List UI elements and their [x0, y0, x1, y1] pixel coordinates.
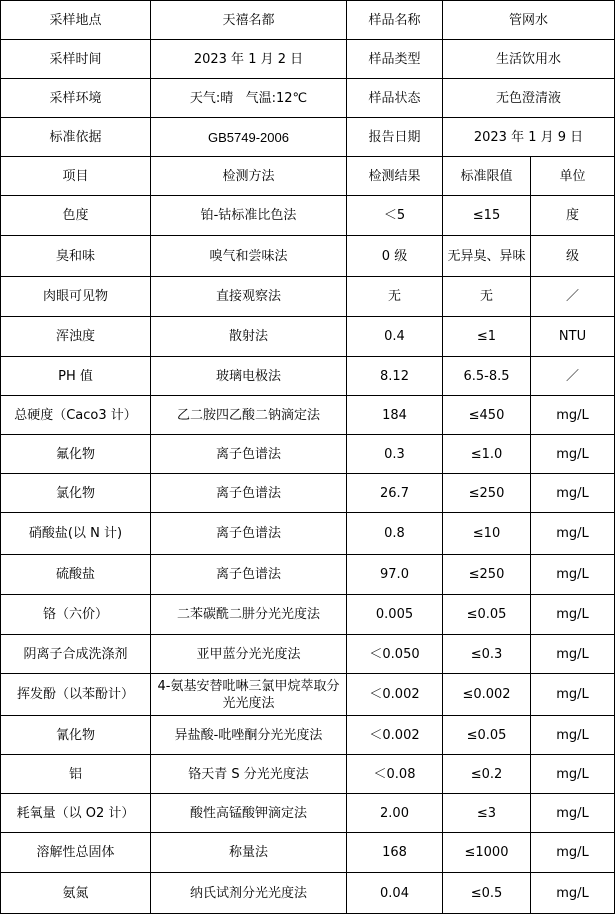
sample-name-label: 样品名称 [347, 1, 443, 40]
row-result: 26.7 [347, 474, 443, 513]
header-row-standard [1, 118, 615, 157]
row-result: 184 [347, 396, 443, 435]
row-item: 臭和味 [1, 236, 151, 277]
row-item: 耗氧量（以 O2 计） [1, 794, 151, 833]
row-unit: mg/L [531, 555, 615, 595]
table-row [1, 317, 615, 357]
row-item: 溶解性总固体 [1, 833, 151, 873]
row-limit: ≤0.3 [443, 635, 531, 674]
row-unit: mg/L [531, 474, 615, 513]
row-item: 氨氮 [1, 873, 151, 914]
report-date-label: 报告日期 [347, 118, 443, 157]
row-result: 2.00 [347, 794, 443, 833]
table-row [1, 474, 615, 513]
row-limit: ≤0.05 [443, 595, 531, 635]
col-unit-header: 单位 [531, 157, 615, 196]
standard-label: 标准依据 [1, 118, 151, 157]
table-row [1, 674, 615, 716]
row-method: 离子色谱法 [151, 435, 347, 474]
row-result: 0.3 [347, 435, 443, 474]
row-result: ＜0.002 [347, 716, 443, 755]
row-method: 离子色谱法 [151, 555, 347, 595]
row-method: 离子色谱法 [151, 513, 347, 555]
row-item: 阴离子合成洗涤剂 [1, 635, 151, 674]
row-result: 0.8 [347, 513, 443, 555]
sample-state-value: 无色澄清液 [443, 79, 615, 118]
row-limit: ≤250 [443, 555, 531, 595]
row-unit: mg/L [531, 396, 615, 435]
row-limit: ≤0.002 [443, 674, 531, 716]
row-result: ＜0.002 [347, 674, 443, 716]
row-method: 异盐酸-吡唑酮分光光度法 [151, 716, 347, 755]
row-limit: ≤450 [443, 396, 531, 435]
row-limit: ≤0.2 [443, 755, 531, 794]
sample-type-value: 生活饮用水 [443, 40, 615, 79]
sampling-time-value: 2023 年 1 月 2 日 [151, 40, 347, 79]
header-row-time [1, 40, 615, 79]
row-unit: mg/L [531, 833, 615, 873]
row-item: 总硬度（Caco3 计） [1, 396, 151, 435]
row-method: 4-氨基安替吡啉三氯甲烷萃取分光光度法 [151, 674, 347, 716]
sampling-env-value: 天气:晴 气温:12℃ [151, 79, 347, 118]
row-unit: NTU [531, 317, 615, 357]
row-method: 玻璃电极法 [151, 357, 347, 396]
sample-type-label: 样品类型 [347, 40, 443, 79]
row-limit: ≤1 [443, 317, 531, 357]
row-method: 嗅气和尝味法 [151, 236, 347, 277]
row-limit: 无 [443, 277, 531, 317]
row-result: ＜5 [347, 196, 443, 236]
report-date-value: 2023 年 1 月 9 日 [443, 118, 615, 157]
row-limit: ≤3 [443, 794, 531, 833]
table-row [1, 555, 615, 595]
row-method: 二苯碳酰二肼分光光度法 [151, 595, 347, 635]
row-result: ＜0.08 [347, 755, 443, 794]
row-result: 0.04 [347, 873, 443, 914]
row-result: ＜0.050 [347, 635, 443, 674]
row-method: 酸性高锰酸钾滴定法 [151, 794, 347, 833]
row-limit: ≤0.5 [443, 873, 531, 914]
row-item: 浑浊度 [1, 317, 151, 357]
row-result: 无 [347, 277, 443, 317]
row-method: 直接观察法 [151, 277, 347, 317]
row-unit: mg/L [531, 595, 615, 635]
column-header-row [1, 157, 615, 196]
col-result-header: 检测结果 [347, 157, 443, 196]
row-limit: ≤0.05 [443, 716, 531, 755]
table-row [1, 635, 615, 674]
row-unit: mg/L [531, 513, 615, 555]
row-result: 168 [347, 833, 443, 873]
table-row [1, 794, 615, 833]
row-result: 97.0 [347, 555, 443, 595]
row-method: 乙二胺四乙酸二钠滴定法 [151, 396, 347, 435]
row-item: 硝酸盐(以 N 计) [1, 513, 151, 555]
sampling-env-label: 采样环境 [1, 79, 151, 118]
sample-state-label: 样品状态 [347, 79, 443, 118]
table-row [1, 873, 615, 914]
row-item: 氟化物 [1, 435, 151, 474]
header-row-env [1, 79, 615, 118]
col-item-header: 项目 [1, 157, 151, 196]
row-unit: 度 [531, 196, 615, 236]
row-result: 0.005 [347, 595, 443, 635]
row-limit: ≤15 [443, 196, 531, 236]
row-item: 肉眼可见物 [1, 277, 151, 317]
row-result: 0.4 [347, 317, 443, 357]
row-item: 氰化物 [1, 716, 151, 755]
row-method: 称量法 [151, 833, 347, 873]
row-unit: mg/L [531, 716, 615, 755]
row-limit: 无异臭、异味 [443, 236, 531, 277]
row-method: 铂-钴标准比色法 [151, 196, 347, 236]
row-unit: ／ [531, 277, 615, 317]
row-limit: ≤250 [443, 474, 531, 513]
site-label: 采样地点 [1, 1, 151, 40]
row-result: 8.12 [347, 357, 443, 396]
row-limit: ≤10 [443, 513, 531, 555]
table-row [1, 716, 615, 755]
row-item: 氯化物 [1, 474, 151, 513]
sample-name-value: 管网水 [443, 1, 615, 40]
standard-value: GB5749-2006 [151, 118, 347, 157]
row-limit: ≤1.0 [443, 435, 531, 474]
header-row-site [1, 1, 615, 40]
row-unit: mg/L [531, 794, 615, 833]
row-item: 挥发酚（以苯酚计） [1, 674, 151, 716]
row-item: 铬（六价） [1, 595, 151, 635]
table-row [1, 277, 615, 317]
row-item: 色度 [1, 196, 151, 236]
row-method: 铬天青 S 分光光度法 [151, 755, 347, 794]
row-unit: mg/L [531, 435, 615, 474]
table-row [1, 236, 615, 277]
table-row [1, 755, 615, 794]
row-method: 离子色谱法 [151, 474, 347, 513]
table-row [1, 513, 615, 555]
row-unit: mg/L [531, 635, 615, 674]
row-method: 纳氏试剂分光光度法 [151, 873, 347, 914]
row-method: 亚甲蓝分光光度法 [151, 635, 347, 674]
row-limit: ≤1000 [443, 833, 531, 873]
table-row [1, 357, 615, 396]
row-unit: 级 [531, 236, 615, 277]
table-row [1, 435, 615, 474]
row-unit: mg/L [531, 674, 615, 716]
col-method-header: 检测方法 [151, 157, 347, 196]
row-unit: mg/L [531, 873, 615, 914]
row-unit: mg/L [531, 755, 615, 794]
row-result: 0 级 [347, 236, 443, 277]
table-row [1, 196, 615, 236]
row-limit: 6.5-8.5 [443, 357, 531, 396]
sampling-time-label: 采样时间 [1, 40, 151, 79]
row-item: 硫酸盐 [1, 555, 151, 595]
row-method: 散射法 [151, 317, 347, 357]
table-row [1, 595, 615, 635]
site-value: 天禧名都 [151, 1, 347, 40]
row-item: 铝 [1, 755, 151, 794]
row-item: PH 值 [1, 357, 151, 396]
table-row [1, 396, 615, 435]
table-row [1, 833, 615, 873]
row-unit: ／ [531, 357, 615, 396]
col-limit-header: 标准限值 [443, 157, 531, 196]
